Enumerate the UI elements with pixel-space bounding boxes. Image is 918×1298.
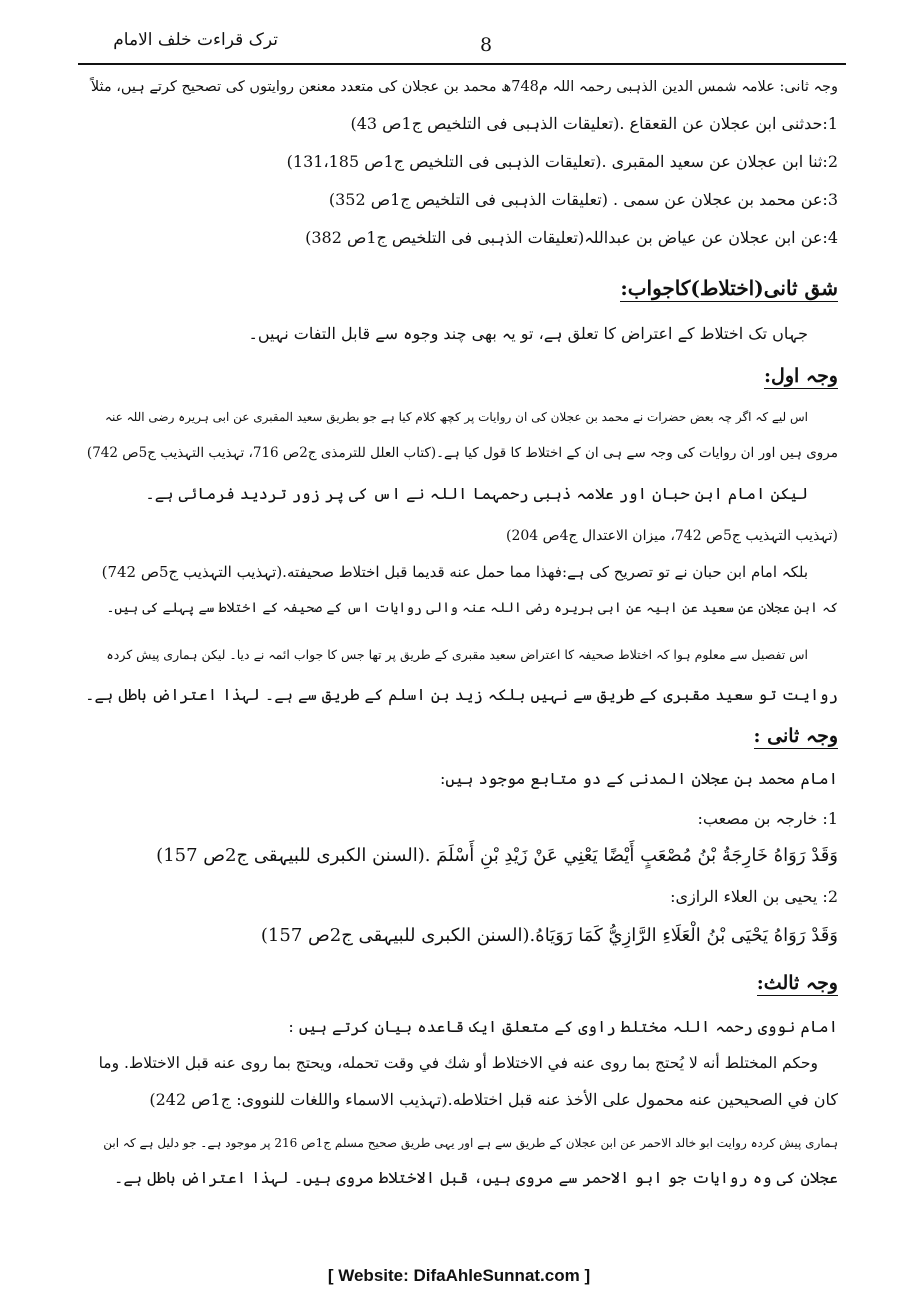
text-line: وجہ ثانی: علامہ شمس الدین الذہبی رحمہ اللہ م748ھ محمد بن عجلان کی متعدد معنعن روایتوں کی تصحیح کرتے ہیں، مثلاً bbox=[90, 79, 838, 95]
text-line: كان في الصحيحين عنه محمول على الأخذ عنه قبل اختلاطه.(تہذیب الاسماء واللغات للنووی: ج1ص 242) bbox=[149, 1090, 838, 1109]
text-line: 4:عن ابن عجلان عن عیاض بن عبداللہ(تعلیقات الذہبی فی التلخیص ج1ص 382) bbox=[305, 228, 838, 247]
book-title: ترک قراءت خلف الامام bbox=[113, 30, 278, 50]
section-heading: وجہ ثالث: bbox=[756, 972, 838, 994]
section-heading: وجہ ثانی : bbox=[753, 725, 838, 747]
arabic-quote: وَقَدْ رَوَاهُ خَارِجَةُ بْنُ مُصْعَبٍ أَيْضًا يَعْنِي عَنْ زَيْدِ بْنِ أَسْلَمَ .(السنن الکبری للبیہقی ج2ص 157) bbox=[156, 845, 838, 866]
text-line: 2:ثنا ابن عجلان عن سعید المقبری .(تعلیقات الذہبی فی التلخیص ج1ص 131،185) bbox=[286, 152, 838, 171]
section-heading: شق ثانی(اختلاط)کاجواب: bbox=[620, 276, 838, 300]
text-line: عجلان کی وہ روایات جو ابو الاحمر سے مروی ہیں، قبل الاختلاط مروی ہیں۔ لہذا اعتراض باطل ہے۔ bbox=[114, 1168, 838, 1187]
section-heading: وجہ اول: bbox=[764, 365, 838, 387]
text-line: کہ ابن عجلان عن سعید عن ابیہ عن ابی ہریرہ رضی اللہ عنہ والی روایات اس کے صحیفہ کے اختلاط سے پہلے کی ہیں۔ bbox=[106, 600, 838, 616]
arabic-quote: وحكم المختلط أنه لا يُحتج بما روى عنه في الاختلاط أو شك في وقت تحمله، ويحتج بما روى عنه قبل الاختلاط. وما bbox=[98, 1054, 818, 1072]
text-line: جہاں تک اختلاط کے اعتراض کا تعلق ہے، تو یہ بھی چند وجوہ سے قابل التفات نہیں۔ bbox=[248, 324, 808, 343]
text-line: امام نووی رحمہ اللہ مختلط راوی کے متعلق ایک قاعدہ بیان کرتے ہیں : bbox=[288, 1017, 838, 1036]
text-line: روایت تو سعید مقبری کے طریق سے نہیں بلکہ زید بن اسلم کے طریق سے ہے۔ لہذا اعتراض باطل ہے۔ bbox=[85, 685, 838, 704]
text-line: 2: یحیی بن العلاء الرازی: bbox=[670, 887, 838, 906]
arabic-quote: وَقَدْ رَوَاهُ يَحْيَى بْنُ الْعَلَاءِ الرَّازِيُّ كَمَا رَوَيَاهُ.(السنن الکبری للبیہقی ج2ص 157) bbox=[260, 925, 838, 946]
text-line: بلکہ امام ابن حبان نے تو تصریح کی ہے:فهذا مما حمل عنه قديما قبل اختلاط صحيفته.(تہذیب التہذیب ج5ص 742) bbox=[101, 563, 808, 581]
text-line: 3:عن محمد بن عجلان عن سمی . (تعلیقات الذہبی فی التلخیص ج1ص 352) bbox=[328, 190, 838, 209]
text-line: اس تفصیل سے معلوم ہوا کہ اختلاط صحیفہ کا اعتراض سعید مقبری کے طریق پر تھا جس کا جواب ائمہ نے دیا۔ لیکن ہماری پیش کردہ bbox=[106, 647, 808, 662]
text-line: اس لیے کہ اگر چہ بعض حضرات نے محمد بن عجلان کی ان روایات پر کچھ کلام کیا ہے جو بطریق سعید المقبری عن ابی ہریرہ رضی اللہ عنہ bbox=[104, 410, 808, 424]
text-line: ہماری پیش کردہ روایت ابو خالد الاحمر عن ابن عجلان کے طریق سے ہے اور یہی طریق صحیح مسلم ج1ص 216 پر موجود ہے۔ جو دلیل ہے کہ ابن bbox=[103, 1136, 838, 1150]
text-line: 1:حدثنی ابن عجلان عن القعقاع .(تعلیقات الذہبی فی التلخیص ج1ص 43) bbox=[350, 114, 838, 133]
page-number: 8 bbox=[480, 34, 493, 56]
header-divider bbox=[78, 63, 846, 65]
text-line: لیکن امام ابن حبان اور علامہ ذہبی رحمہما اللہ نے اس کی پر زور تردید فرمائی ہے۔ bbox=[145, 484, 808, 503]
reference-line: (تہذیب التہذیب ج5ص 742، میزان الاعتدال ج4ص 204) bbox=[505, 528, 838, 544]
text-line: 1: خارجہ بن مصعب: bbox=[697, 809, 838, 828]
website-footer: [ Website: DifaAhleSunnat.com ] bbox=[327, 1266, 591, 1285]
text-line: امام محمد بن عجلان المدنی کے دو متابع موجود ہیں: bbox=[439, 769, 838, 788]
text-line: مروی ہیں اور ان روایات کی وجہ سے ہی ان کے اختلاط کا قول کیا ہے۔(کتاب العلل للترمذی ج2ص 716، تہذیب التہذیب ج5ص 742) bbox=[86, 445, 838, 461]
